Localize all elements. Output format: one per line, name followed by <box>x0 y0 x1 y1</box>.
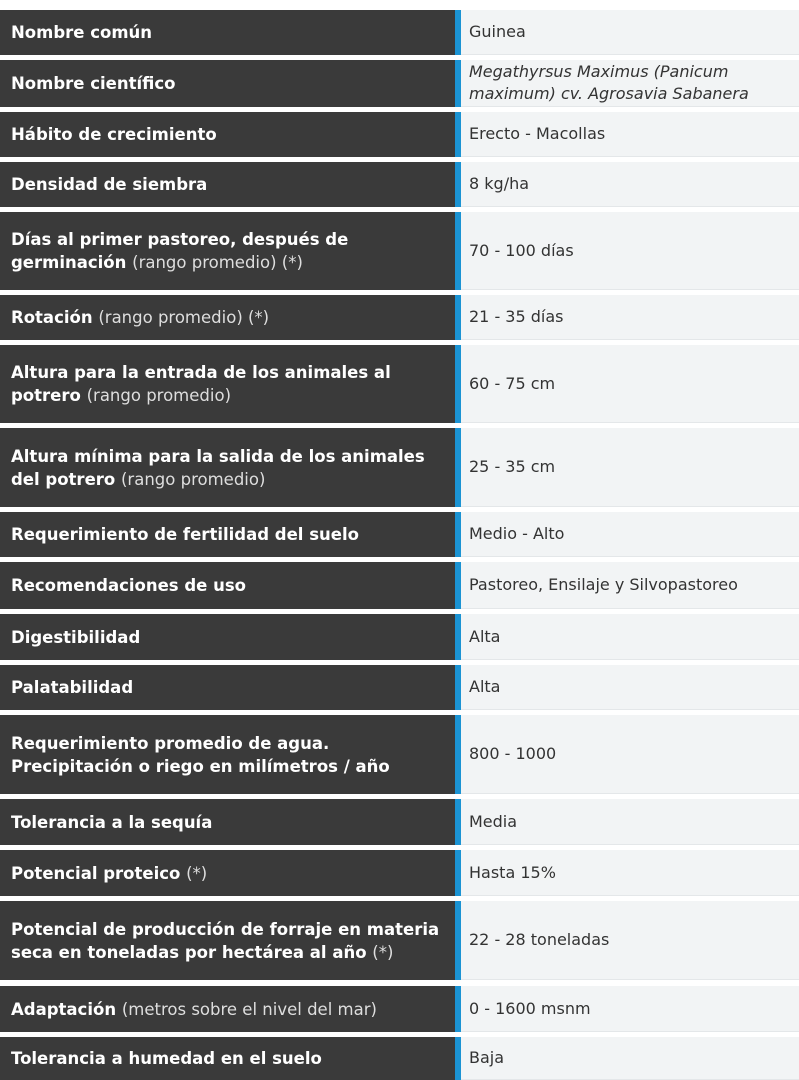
row-label <box>0 1037 455 1080</box>
row-label-text: Requerimiento promedio de agua. Precipitación o riego en milímetros / año <box>11 733 390 776</box>
table-row <box>0 986 799 1032</box>
row-label-note: (rango promedio) (*) <box>98 308 270 327</box>
table-row <box>0 512 799 557</box>
row-value <box>461 562 799 609</box>
row-value-line: 25 - 35 cm <box>469 457 556 476</box>
row-label-note: (rango promedio) (*) <box>132 253 303 272</box>
row-label-text: Nombre científico <box>11 74 176 93</box>
row-label-note: (metros sobre el nivel del mar) <box>121 999 377 1019</box>
row-label <box>0 162 455 207</box>
row-label <box>0 212 455 290</box>
row-value <box>461 112 799 157</box>
table-row <box>0 60 799 107</box>
row-value <box>461 986 799 1032</box>
row-label-text: Densidad de siembra <box>11 175 208 194</box>
row-value <box>461 295 799 340</box>
row-value <box>461 10 799 55</box>
row-value <box>461 799 799 845</box>
row-label-text: Altura para la entrada de los animales al potrero <box>11 363 391 405</box>
table-row <box>0 10 799 55</box>
row-value <box>461 345 799 423</box>
row-label-text: Nombre común <box>11 23 153 42</box>
row-label <box>0 112 455 157</box>
row-value-line: Guinea <box>469 22 526 41</box>
row-label-text: Hábito de crecimiento <box>11 125 217 144</box>
row-label <box>0 850 455 896</box>
row-value <box>461 665 799 710</box>
row-value <box>461 901 799 980</box>
row-label <box>0 345 455 423</box>
row-label <box>0 562 455 609</box>
row-label-text: Digestibilidad <box>11 627 141 647</box>
row-label-text: Potencial proteico <box>11 863 181 883</box>
row-value-line: Megathyrsus Maximus (Panicum <box>469 62 729 81</box>
table-row <box>0 112 799 157</box>
row-label-text: Adaptación <box>11 999 117 1019</box>
row-label <box>0 295 455 340</box>
row-label-note: (*) <box>372 942 394 962</box>
table-row <box>0 162 799 207</box>
row-value-line: Media <box>469 811 518 831</box>
row-value-line: 0 - 1600 msnm <box>469 998 591 1018</box>
row-value <box>461 212 799 290</box>
table-row <box>0 562 799 609</box>
row-value-line: Alta <box>469 626 501 646</box>
row-value <box>461 162 799 207</box>
row-label-text: Tolerancia a la sequía <box>11 812 213 832</box>
row-value-line: 8 kg/ha <box>469 174 530 193</box>
table-row <box>0 614 799 660</box>
row-value-line: Erecto - Macollas <box>469 124 606 143</box>
row-label <box>0 60 455 107</box>
row-label <box>0 428 455 507</box>
row-value-line: Hasta 15% <box>469 862 556 882</box>
row-value-line: Medio - Alto <box>469 524 565 543</box>
row-value-line: Pastoreo, Ensilaje y Silvopastoreo <box>469 575 738 594</box>
row-value <box>461 428 799 507</box>
row-label-text: Palatabilidad <box>11 678 134 697</box>
table-row <box>0 345 799 423</box>
table-row <box>0 850 799 896</box>
row-label <box>0 799 455 845</box>
row-label <box>0 901 455 980</box>
row-value-line: 60 - 75 cm <box>469 373 556 393</box>
row-value <box>461 614 799 660</box>
row-value-line: Baja <box>469 1048 505 1067</box>
table-row <box>0 799 799 845</box>
row-label <box>0 715 455 794</box>
row-label-note: (rango promedio) <box>121 469 266 489</box>
row-value-line: 70 - 100 días <box>469 240 574 260</box>
row-value <box>461 715 799 794</box>
row-value-line: Alta <box>469 677 501 696</box>
table-row <box>0 1037 799 1080</box>
row-value <box>461 512 799 557</box>
table-row <box>0 428 799 507</box>
row-label-text: Tolerancia a humedad en el suelo <box>11 1049 322 1068</box>
table-row <box>0 901 799 980</box>
row-label <box>0 512 455 557</box>
row-label-note: (rango promedio) <box>86 386 232 405</box>
row-value <box>461 1037 799 1080</box>
row-label-text: Potencial de producción de forraje en materia seca en toneladas por hectárea al año <box>11 919 440 962</box>
row-label <box>0 665 455 710</box>
table-row <box>0 665 799 710</box>
table-row <box>0 715 799 794</box>
row-value <box>461 850 799 896</box>
row-label <box>0 10 455 55</box>
row-label <box>0 614 455 660</box>
table-row <box>0 295 799 340</box>
row-label-text: Recomendaciones de uso <box>11 576 247 595</box>
row-value <box>461 60 799 107</box>
row-value-line: 800 - 1000 <box>469 744 557 763</box>
row-label-text: Requerimiento de fertilidad del suelo <box>11 525 359 544</box>
row-label-text: Rotación <box>11 308 93 327</box>
row-value-line: 21 - 35 días <box>469 307 564 326</box>
row-value-line: 22 - 28 toneladas <box>469 930 610 949</box>
row-label-text: Altura mínima para la salida de los animales del potrero <box>11 446 425 489</box>
row-label-text: Días al primer pastoreo, después de germinación <box>11 230 349 272</box>
row-value-line: maximum) cv. Agrosavia Sabanera <box>469 84 749 103</box>
table-row <box>0 212 799 290</box>
row-label <box>0 986 455 1032</box>
row-label-note: (*) <box>186 863 208 883</box>
